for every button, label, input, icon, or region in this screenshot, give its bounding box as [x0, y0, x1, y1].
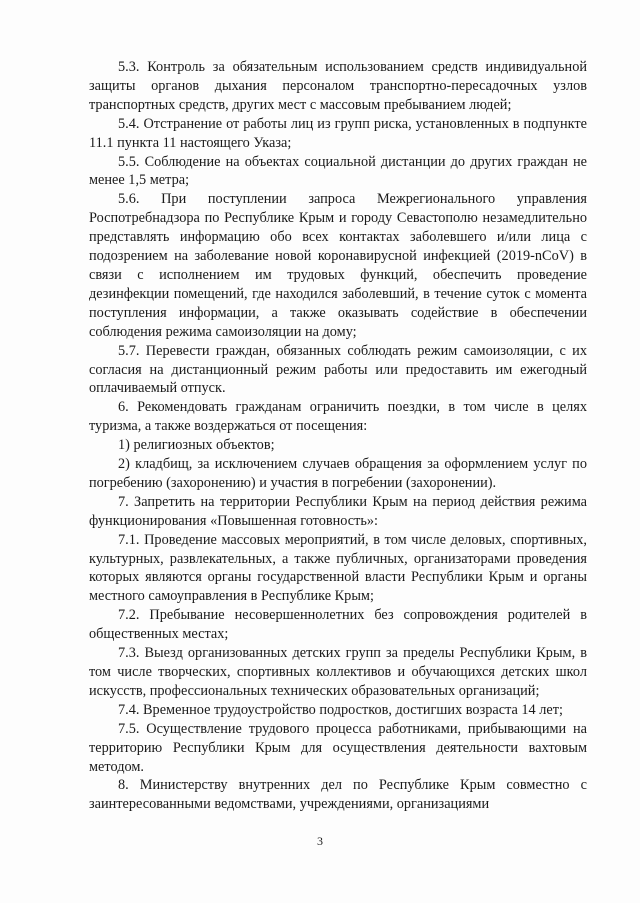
paragraph-7-2: 7.2. Пребывание несовершеннолетних без сопровождения родителей в общественных местах; [89, 607, 587, 643]
document-body [89, 58, 587, 814]
paragraph-6: 6. Рекомендовать гражданам ограничить поездки, в том числе в целях туризма, а также воздержаться от посещения: [89, 399, 587, 435]
paragraph-6-2: 2) кладбищ, за исключением случаев обращения за оформлением услуг по погребению (захоронению) и участия в погребении (захоронении). [89, 456, 587, 491]
page-number: 3 [317, 834, 323, 848]
paragraph-5-5: 5.5. Соблюдение на объектах социальной дистанции до других граждан не менее 1,5 метра; [89, 153, 587, 189]
paragraph-8: 8. Министерству внутренних дел по Республике Крым совместно с заинтересованными ведомствами, учреждениями, организациями [89, 777, 587, 813]
paragraph-7-5: 7.5. Осуществление трудового процесса работниками, прибывающими на территорию Республики Крым для осуществления деятельности вахтовым методом. [89, 720, 587, 775]
paragraph-7: 7. Запретить на территории Республики Крым на период действия режима функционирования «Повышенная готовность»: [89, 493, 587, 529]
paragraph-5-3: 5.3. Контроль за обязательным использованием средств индивидуальной защиты органов дыхания персоналом транспортно-пересадочных узлов транспортных средств, других мест с массовым пребыванием людей; [89, 59, 587, 113]
paragraph-5-4: 5.4. Отстранение от работы лиц из групп риска, установленных в подпункте 11.1 пункта 11 настоящего Указа; [89, 115, 587, 151]
paragraph-7-3: 7.3. Выезд организованных детских групп за пределы Республики Крым, в том числе творческих, спортивных коллективов и обучающихся детских школ искусств, профессиональных технических образовательных организаций; [89, 645, 587, 699]
paragraph-6-1: 1) религиозных объектов; [118, 437, 275, 454]
paragraph-7-1: 7.1. Проведение массовых мероприятий, в том числе деловых, спортивных, культурных, развлекательных, а также публичных, организаторами проведения которых являются органы государственной власти Республики Крым и органы местного самоуправления в Республике Крым; [89, 531, 587, 605]
paragraph-5-7: 5.7. Перевести граждан, обязанных соблюдать режим самоизоляции, с их согласия на дистанционный режим работы или предоставить им ежегодный оплачиваемый отпуск. [89, 342, 587, 397]
paragraph-5-6: 5.6. При поступлении запроса Межрегионального управления Роспотребнадзора по Республике Крым и городу Севастополю незамедлительно представлять информацию обо всех контактах заболевшего и/или лица с подозрением на заболевание новой коронавирусной инфекцией (2019-nCoV) в связи с исполнением им трудовых функций, обеспечить проведение дезинфекции помещений, где находился заболевший, в течение суток с момента поступления информации, а также оказывать содействие в обеспечении соблюдения режима самоизоляции на дому; [89, 191, 587, 340]
paragraph-7-4: 7.4. Временное трудоустройство подростков, достигших возраста 14 лет; [118, 701, 563, 718]
